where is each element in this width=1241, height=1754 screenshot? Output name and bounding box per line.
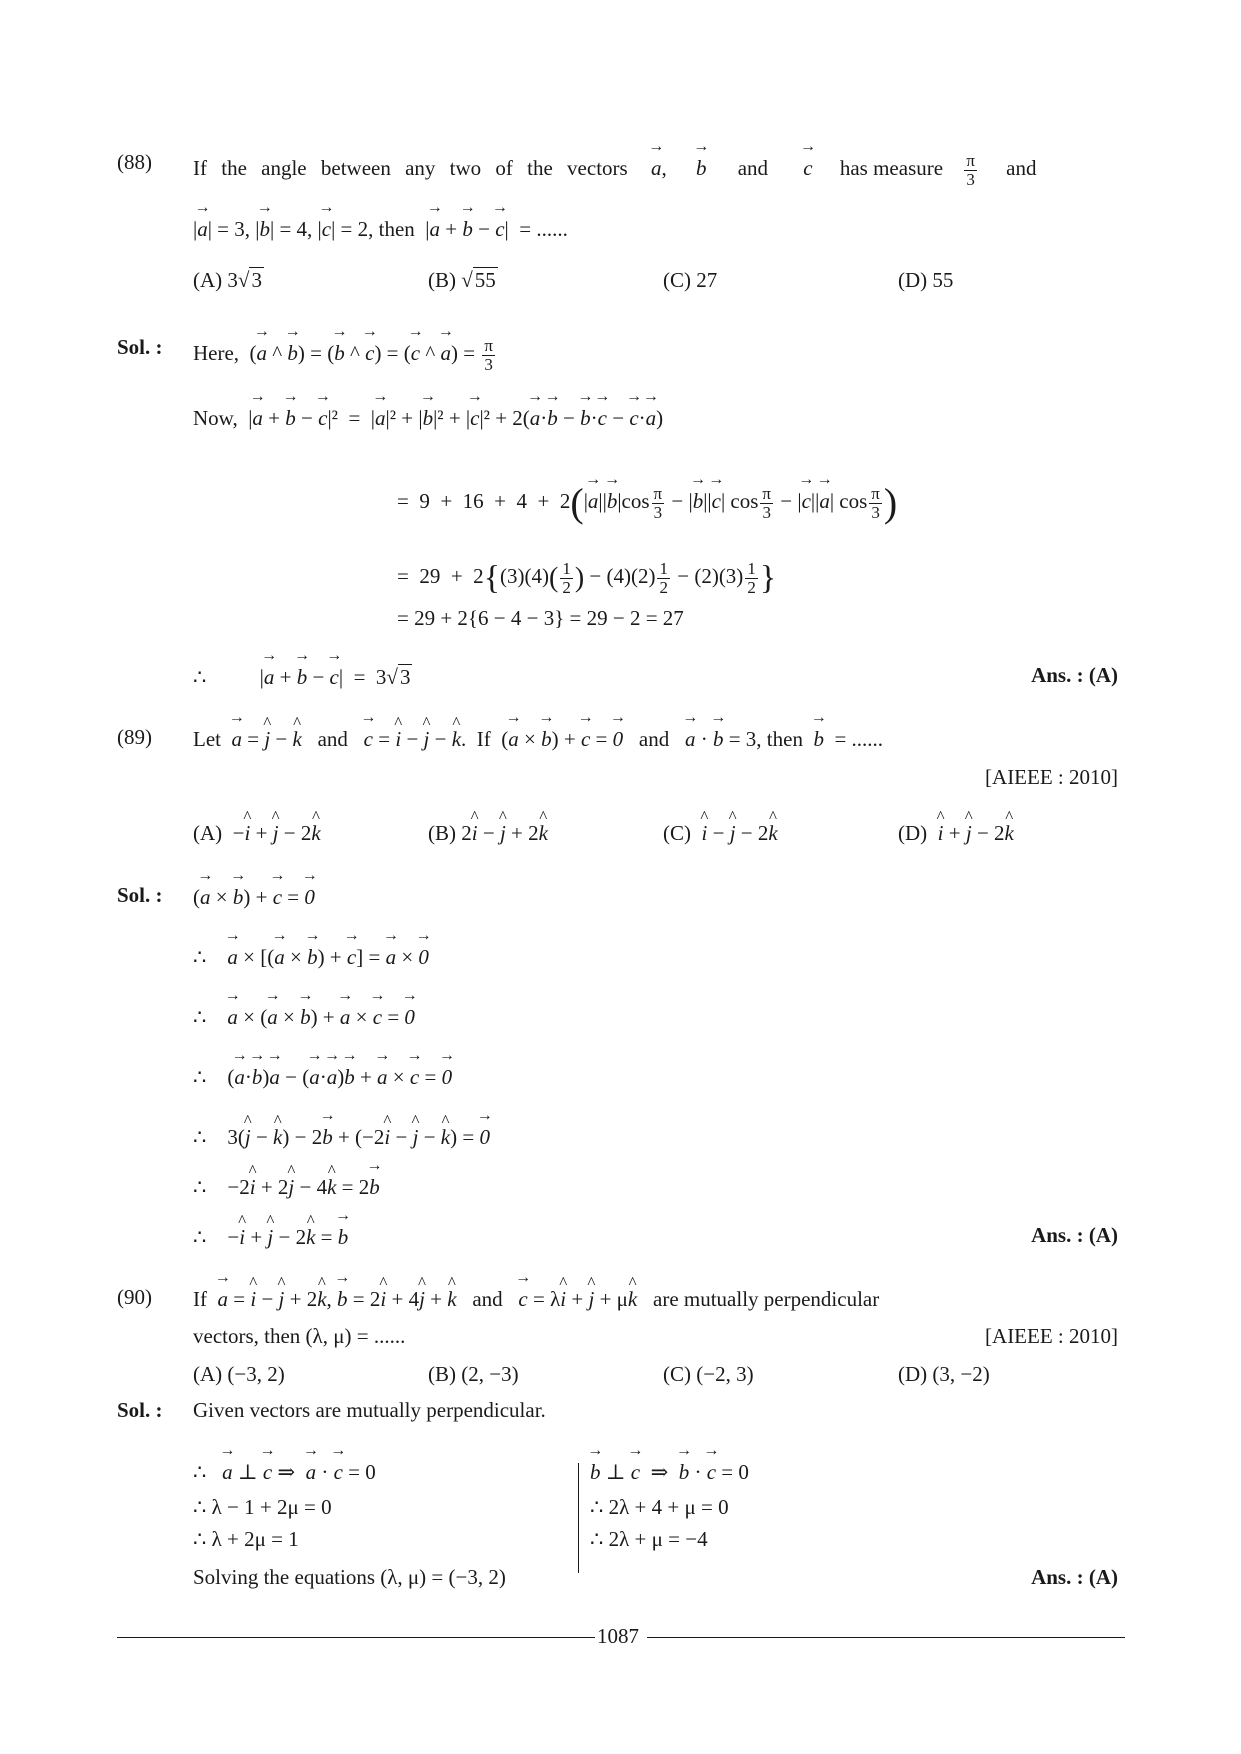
option-a[interactable]: (A) 3√3 [193, 268, 262, 292]
solution-label: Sol. : [117, 1398, 163, 1422]
solution-intro: Given vectors are mutually perpendicular. [193, 1398, 546, 1422]
option-a[interactable]: (A) −^ i + ^ j − 2^ k [193, 823, 321, 844]
option-b[interactable]: (B) 2^ i − ^ j + 2^ k [428, 823, 548, 844]
solution-label: Sol. : [117, 335, 163, 359]
solution-step: ∴ → a × [(→ a × → b) + → c] = → a × → 0 [193, 945, 429, 968]
solution-step: ∴ −2^ i + 2^ j − 4^ k = 2→ b [193, 1175, 380, 1198]
question-text: Let → a = ^ j − ^ k and → c = ^ i − ^ j − ^ k. If (→ a × → b) + → c = → 0 and → a · → b = 3, then → b = ...... [193, 727, 883, 750]
solution-step: ∴ (→ a·→ b)→ a − (→ a·→ a)→ b + → a × → c = → 0 [193, 1065, 452, 1088]
option-c[interactable]: (C) 27 [663, 268, 718, 292]
solution-step: Here, (→ a ^ → b) = (→ b ^ → c) = (→ c ^ → a) = $\frac{\pi}{3}$ [193, 337, 497, 374]
question-number: (89) [117, 725, 152, 749]
option-b[interactable]: (B) (2, −3) [428, 1362, 519, 1386]
question-text-line2: vectors, then (λ, μ) = ...... [193, 1324, 406, 1348]
question-text: If → a = ^ i − ^ j + 2^ k, → b = 2^ i + 4^ j + ^ k and → c = λ^ i + ^ j + μ^ k are mutually perpendicular [193, 1287, 879, 1310]
option-c[interactable]: (C) ^ i − ^ j − 2^ k [663, 823, 778, 844]
option-d[interactable]: (D) ^ i + ^ j − 2^ k [898, 823, 1014, 844]
solution-step: ∴ → a ⊥ → c ⇒ → a · → c = 0 [193, 1460, 376, 1483]
option-b[interactable]: (B) √55 [428, 268, 496, 292]
solution-label: Sol. : [117, 883, 163, 907]
solution-step: = 29 + 2{(3)(4)( $\frac{1}{2}$ ) − (4)(2) $\frac{1}{2}$ − (2)(3) $\frac{1}{2}$ } [397, 559, 777, 597]
solution-conclusion: Solving the equations (λ, μ) = (−3, 2) [193, 1565, 506, 1589]
solution-step: → b ⊥ → c ⇒ → b · → c = 0 [590, 1460, 749, 1483]
answer: Ans. : (A) [1031, 1223, 1118, 1247]
solution-step: ∴ 2λ + μ = −4 [590, 1527, 708, 1551]
solution-step: ∴ −^ i + ^ j − 2^ k = → b [193, 1225, 348, 1248]
solution-step: = 9 + 16 + 4 + 2(|→ a||→ b|cos $\frac{\pi}{3}$ − |→ b||→ c| cos $\frac{\pi}{3}$ − |→ c||→ a| cos $\frac{\pi}{3}$ ) [397, 483, 897, 523]
solution-step: ∴ 3(^ j − ^ k) − 2→ b + (−2^ i − ^ j − ^ k) = → 0 [193, 1125, 490, 1148]
footer-rule-right [647, 1637, 1125, 1638]
source-tag: [AIEEE : 2010] [985, 765, 1118, 789]
source-tag: [AIEEE : 2010] [985, 1324, 1118, 1348]
solution-step: ∴ |→ a + → b − → c| = 3√3 [193, 665, 412, 688]
solution-step: ∴ 2λ + 4 + μ = 0 [590, 1495, 729, 1519]
solution-step: Now, |→ a + → b − → c|² = |→ a|² + |→ b|² + |→ c|² + 2(→ a·→ b − → b·→ c − → c·→ a) [193, 406, 663, 429]
solution-step: = 29 + 2{6 − 4 − 3} = 29 − 2 = 27 [397, 606, 684, 630]
column-divider [578, 1463, 579, 1573]
question-number: (90) [117, 1285, 152, 1309]
page-number: 1087 [597, 1624, 639, 1648]
solution-step: (→ a × → b) + → c = → 0 [193, 885, 315, 908]
question-text: If the angle between any two of the vectors → a, → b and → c has measure $\frac{\pi}{3}$ and [193, 152, 1125, 189]
answer: Ans. : (A) [1031, 663, 1118, 687]
solution-step: ∴ → a × (→ a × → b) + → a × → c = → 0 [193, 1005, 415, 1028]
option-a[interactable]: (A) (−3, 2) [193, 1362, 285, 1386]
solution-step: ∴ λ + 2μ = 1 [193, 1527, 299, 1551]
answer: Ans. : (A) [1031, 1565, 1118, 1589]
option-d[interactable]: (D) (3, −2) [898, 1362, 990, 1386]
solution-step: ∴ λ − 1 + 2μ = 0 [193, 1495, 332, 1519]
footer-rule-left [117, 1637, 595, 1638]
option-c[interactable]: (C) (−2, 3) [663, 1362, 754, 1386]
option-d[interactable]: (D) 55 [898, 268, 954, 292]
question-number: (88) [117, 150, 152, 174]
